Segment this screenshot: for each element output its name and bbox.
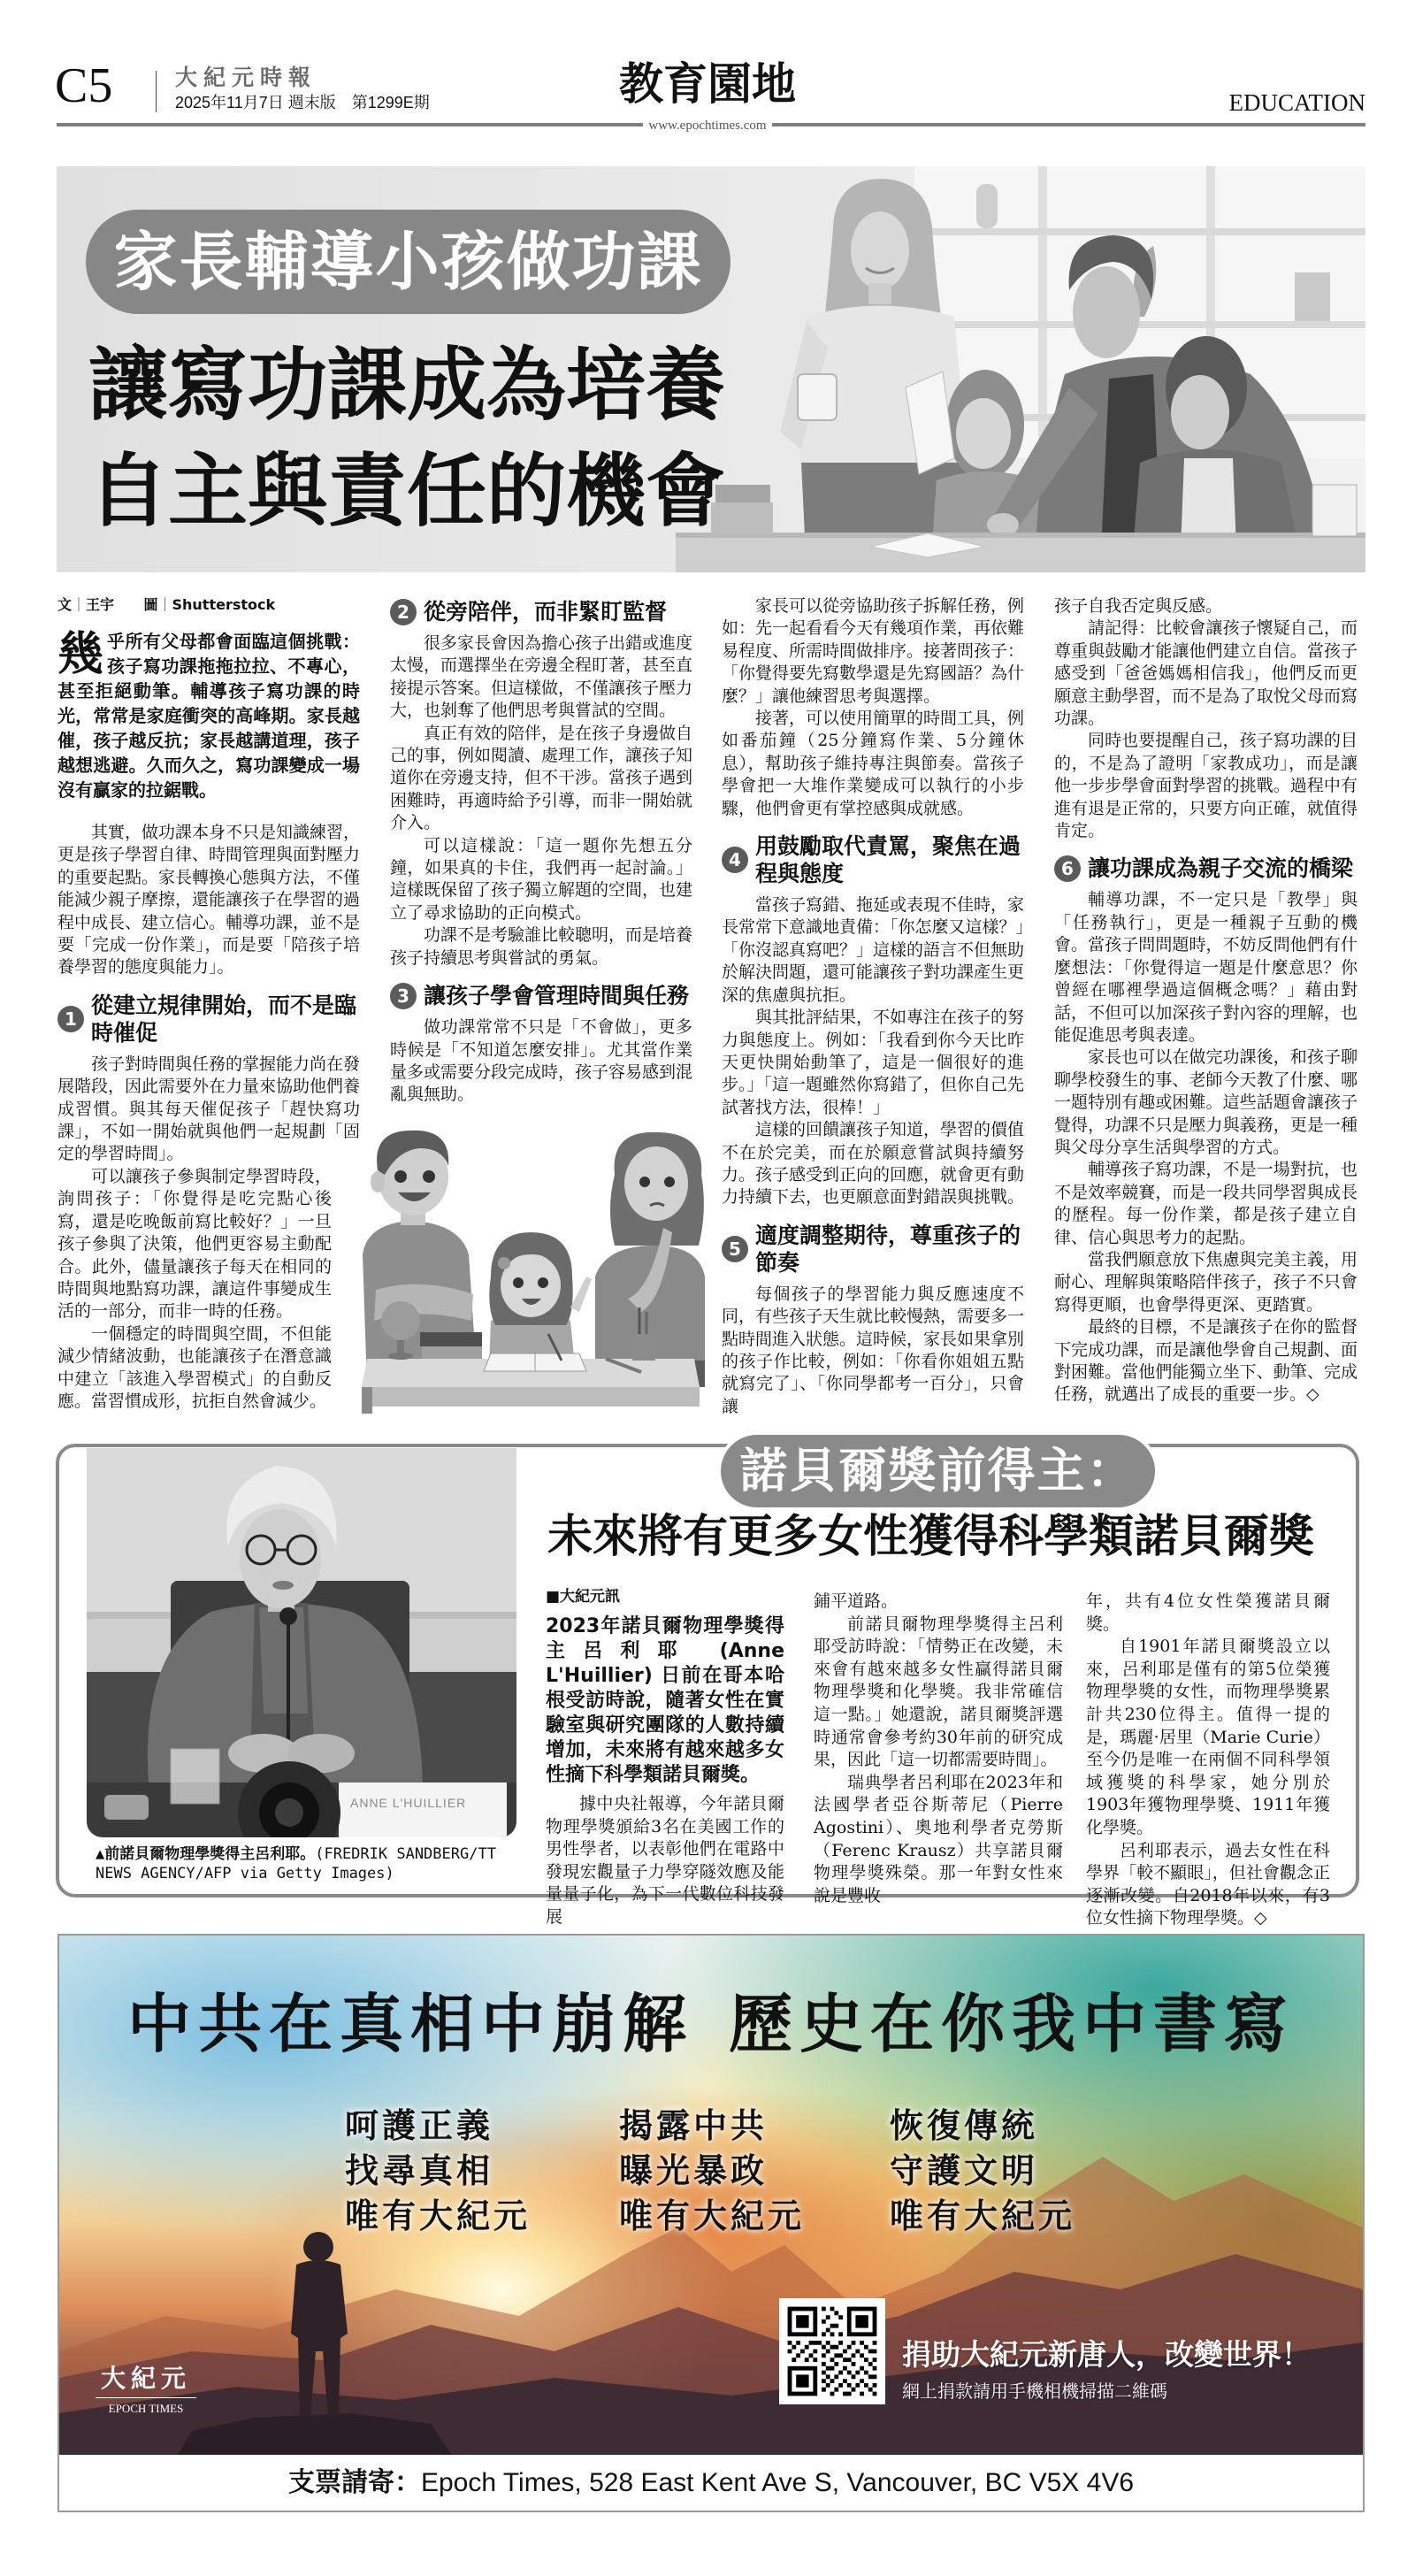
slogan: 唯有大紀元	[345, 2196, 532, 2235]
byline	[57, 595, 360, 615]
article-column-4	[1054, 595, 1358, 1407]
paragraph: 同時也要提醒自己，孩子寫功課的目的，不是為了證明「家教成功」，而是讓他一步步學會面對學習的挑戰。過程中有進有退是正常的，只要方向正確，就值得肯定。	[1054, 731, 1358, 841]
website-url-wrap	[0, 116, 1415, 134]
cheque-address-text: Epoch Times, 528 East Kent Ave S, Vancouver, BC V5X 4V6	[420, 2468, 1135, 2497]
slogan: 守護文明	[890, 2151, 1039, 2190]
paragraph: 呂利耶表示，過去女性在科學界「較不顯眼」，但社會觀念正逐漸改變。自2018年以來，有3位女性摘下物理學獎。◇	[1086, 1840, 1330, 1928]
slogan: 唯有大紀元	[890, 2196, 1076, 2235]
section-title-6: 讓功課成為親子交流的橋梁	[1088, 855, 1354, 882]
number-badge-icon: 4	[722, 847, 748, 873]
paragraph-continued: 年，共有4位女性榮獲諾貝爾獎。	[1086, 1591, 1330, 1634]
paragraph: 很多家長會因為擔心孩子出錯或進度太慢，而選擇坐在旁邊全程盯著，甚至直接提示答案。但這樣做，不僅讓孩子壓力大，也剝奪了他們思考與嘗試的空間。	[390, 633, 693, 721]
paragraph: 據中央社報導，今年諾貝爾物理學獎頒給3名在美國工作的男性學者，以表彰他們在電路中發現宏觀量子力學穿隧效應及能量量子化，為下一代數位科技發展	[546, 1794, 784, 1927]
paragraph: 真正有效的陪伴，是在孩子身邊做自己的事，例如閱讀、處理工作，讓孩子知道你在旁邊支持，但不干涉。當孩子遇到困難時，再適時給予引導，而非一開始就介入。	[390, 723, 693, 833]
donate-title: 捐助大紀元新唐人，改變世界！	[902, 2337, 1311, 2372]
nobel-column-2	[814, 1591, 1063, 1907]
website-url: www.epochtimes.com	[643, 119, 771, 133]
photo-caption	[96, 1844, 518, 1883]
paragraph: 與其批評結果，不如專注在孩子的努力與態度上。例如：「我看到你今天比昨天更快開始動筆了，這是一個很好的進步。」「這一題雖然你寫錯了，但你自己先試著找方法，很棒！」	[722, 1008, 1025, 1117]
article-column-1	[57, 595, 360, 1413]
number-badge-icon: 3	[390, 983, 417, 1009]
nobel-laureate-photo	[87, 1448, 516, 1837]
paragraph: 功課不是考驗誰比較聰明，而是培養孩子持續思考與嘗試的勇氣。	[390, 925, 693, 968]
article-column-3	[722, 595, 1024, 1418]
paragraph: 最終的目標，不是讓孩子在你的監督下完成功課，而是讓他學會自己規劃、面對困難。當他們能獨立坐下、動筆、完成任務，就邁出了成長的重要一步。◇	[1054, 1317, 1358, 1405]
slogan-column-1	[345, 2104, 531, 2239]
slogan: 呵護正義	[345, 2106, 494, 2145]
ad-headline-part-2: 歷史在你我中書寫	[729, 1987, 1296, 2061]
cheque-label: 支票請寄：	[287, 2468, 421, 2497]
nobel-kicker: 諾貝爾獎前得主：	[717, 1431, 1159, 1511]
article-lead	[57, 629, 360, 802]
paragraph: 當孩子寫錯、拖延或表現不佳時，家長常常下意識地責備：「你怎麼又這樣？」「你沒認真寫吧？」這樣的語言不但無助於解決問題，還可能讓孩子對功課產生更深的焦慮與抗拒。	[722, 895, 1025, 1005]
paragraph: 輔導孩子寫功課，不是一場對抗，也不是效率競賽，而是一段共同學習與成長的歷程。每一份作業，都是孩子建立自律、信心與思考力的起點。	[1054, 1160, 1358, 1247]
paper-logo: 大紀元時報	[175, 65, 317, 90]
caption-text: ▲前諾貝爾物理學獎得主呂利耶。	[96, 1845, 316, 1863]
paragraph: 前諾貝爾物理學獎得主呂利耶受訪時說：「情勢正在改變，未來會有越來越多女性贏得諾貝爾物理學獎和化學獎。我非常確信這一點。」她還說，諾貝爾獎評選時通常會參考約30年前的研究成果，因此「這一切都需要時間」。	[814, 1614, 1063, 1770]
ad-headline-part-1: 中共在真相中崩解	[126, 1987, 693, 2061]
section-heading-1	[57, 992, 360, 1046]
section-title-3: 讓孩子學會管理時間與任務	[424, 983, 690, 1009]
feature-title-line-2: 自主與責任的機會	[88, 445, 725, 538]
paragraph-continued: 鋪平道路。	[814, 1591, 899, 1611]
slogan: 曝光暴政	[619, 2151, 769, 2190]
nameplate-text: ANNE L'HUILLIER	[350, 1796, 467, 1810]
nobel-headline: 未來將有更多女性獲得科學類諾貝爾獎	[547, 1511, 1315, 1563]
paragraph: 請記得：比較會讓孩子懷疑自己，而尊重與鼓勵才能讓他們建立自信。當孩子感受到「爸爸媽媽相信我」，他們反而更願意主動學習，而不是為了取悅父母而寫功課。	[1054, 618, 1358, 729]
article-column-2	[390, 598, 692, 1107]
feature-kicker: 家長輔導小孩做功課	[86, 210, 730, 314]
byline-separator: ｜	[72, 596, 87, 613]
section-title: 教育園地	[619, 58, 796, 110]
logo-divider	[96, 2397, 196, 2398]
section-heading-3	[390, 982, 692, 1009]
paragraph: 當我們願意放下焦慮與完美主義，用耐心、理解與策略陪伴孩子，孩子不只會寫得更順，也會學得更深、更踏實。	[1054, 1249, 1358, 1315]
photo-credit: (FREDRIK SANDBERG/TT NEWS AGENCY/AFP via Getty Images)	[96, 1845, 496, 1882]
logo-english: EPOCH TIMES	[108, 2402, 184, 2415]
nobel-column-3	[1086, 1591, 1330, 1930]
page-code: C5	[55, 58, 113, 113]
nobel-lead: 2023年諾貝爾物理學獎得主呂利耶 (Anne L'Huillier) 日前在哥本哈根受訪時說，隨著女性在實驗室與研究團隊的人數持續增加，未來將有越來越多女性摘下科學類諾貝爾獎。	[546, 1615, 784, 1786]
slogan: 唯有大紀元	[619, 2196, 806, 2235]
section-heading-5	[722, 1222, 1024, 1276]
number-badge-icon: 2	[390, 599, 417, 625]
paragraph-continued: 孩子自我否定與反感。	[1054, 596, 1223, 616]
paragraph: 孩子對時間與任務的掌握能力尚在發展階段，因此需要外在力量來協助他們養成習慣。與其每天催促孩子「趕快寫功課」，不如一開始就與他們一起規劃「固定的學習時間」。	[57, 1054, 361, 1164]
hero-banner	[57, 166, 1365, 572]
cheque-address	[59, 2455, 1363, 2511]
number-badge-icon: 1	[57, 1006, 84, 1032]
paragraph: 做功課常常不只是「不會做」，更多時候是「不知道怎麼安排」。尤其當作業量多或需要分段完成時，孩子容易感到混亂與無助。	[390, 1017, 693, 1105]
logo-chinese: 大紀元	[100, 2364, 191, 2393]
donation-qr-code-icon	[779, 2298, 885, 2404]
family-homework-illustration	[358, 1122, 708, 1414]
section-heading-2	[390, 598, 692, 625]
slogan: 找尋真相	[345, 2151, 494, 2190]
section-title-en: EDUCATION	[1228, 89, 1365, 116]
paragraph: 輔導功課，不一定只是「教學」與「任務執行」，更是一種親子互動的機會。當孩子問問題時，不妨反問他們有什麼想法：「你覺得這一題是什麼意思？你曾經在哪裡學過這個概念嗎？」藉由對話，不但可以加深孩子對內容的理解，也能促進思考與表達。	[1054, 890, 1358, 1045]
section-title-1: 從建立規律開始，而不是臨時催促	[91, 992, 357, 1046]
section-heading-4	[722, 832, 1024, 887]
number-badge-icon: 6	[1054, 855, 1081, 882]
epoch-times-donation-ad	[57, 1934, 1365, 2512]
donate-instructions: 網上捐款請用手機相機掃描二維碼	[902, 2380, 1167, 2402]
slogan: 揭露中共	[619, 2106, 769, 2145]
byline-author-label: 文	[57, 596, 73, 613]
paragraph: 這樣的回饋讓孩子知道，學習的價值不在於完美，而在於願意嘗試與持續努力。孩子感受到正向的回應，就會更有動力持續下去，也更願意面對錯誤與挑戰。	[722, 1120, 1025, 1208]
slogan-column-3	[890, 2104, 1075, 2239]
ad-sunset-background	[59, 1936, 1363, 2455]
paragraph: 家長也可以在做完功課後，和孩子聊聊學校發生的事、老師今天教了什麼、哪一題特別有趣或困難。這些話題會讓孩子覺得，功課不只是壓力與義務，更是一種與父母分享生活與學習的方式。	[1054, 1047, 1358, 1157]
paragraph: 每個孩子的學習能力與反應速度不同，有些孩子天生就比較慢熱，需要多一點時間進入狀態。這時候，家長如果拿別的孩子作比較，例如：「你看你姐姐五點就寫完了」、「你同學都考一百分」，只會讓	[722, 1284, 1025, 1416]
byline-separator: ｜	[157, 596, 172, 613]
paragraph: 瑞典學者呂利耶在2023年和法國學者亞谷斯蒂尼（Pierre Agostini）、奧地利學者克勞斯（Ferenc Krausz）共享諾貝爾物理學獎殊榮。那一年對女性來說是豐收	[814, 1772, 1063, 1905]
ad-headline	[59, 1987, 1363, 2061]
issue-date: 2025年11月7日 週末版 第1299E期	[175, 94, 430, 111]
feature-title-line-1: 讓寫功課成為培養	[88, 339, 725, 432]
drop-cap: 幾	[57, 628, 104, 681]
section-title-2: 從旁陪伴，而非緊盯監督	[424, 599, 668, 625]
epoch-times-logo	[96, 2364, 196, 2417]
slogan-column-2	[619, 2104, 805, 2239]
paragraph: 可以讓孩子參與制定學習時段，詢問孩子：「你覺得是吃完點心後寫，還是吃晚飯前寫比較好？」一旦孩子參與了決策，他們更容易主動配合。此外，儘量讓孩子每天在相同的時間與地點寫功課，讓這件事變成生活的一部分，而非一時的任務。	[57, 1166, 332, 1322]
paragraph: 一個穩定的時間與空間，不但能減少情緒波動，也能讓孩子在潛意識中建立「該進入學習模式」的自動反應。當習慣成形，抗拒自然會減少。	[57, 1323, 332, 1411]
section-heading-6	[1054, 855, 1358, 882]
section-title-5: 適度調整期待，尊重孩子的節奏	[755, 1222, 1021, 1276]
nobel-column-1	[546, 1586, 784, 1929]
feature-title	[88, 333, 725, 545]
byline-photo-credit: Shutterstock	[172, 596, 276, 613]
byline-photo-label: 圖	[143, 596, 158, 613]
lead-text: 乎所有父母都會面臨這個挑戰：孩子寫功課拖拖拉拉、不專心，甚至拒絕動筆。輔導孩子寫功課的時光，常常是家庭衝突的高峰期。家長越催，孩子越反抗；家長越講道理，孩子越想逃避。久而久之，寫功課變成一場沒有贏家的拉鋸戰。	[57, 631, 360, 801]
section-title-4: 用鼓勵取代責罵，聚焦在過程與態度	[755, 833, 1021, 887]
laureate-portrait-image	[87, 1448, 516, 1837]
byline-author: 王宇	[86, 596, 115, 613]
news-source: ■大紀元訊	[546, 1588, 621, 1606]
paragraph: 接著，可以使用簡單的時間工具，例如番茄鐘（25分鐘寫作業、5分鐘休息），幫助孩子維持專注與節奏。當孩子學會把一大堆作業變成可以執行的小步驟，他們會更有掌控感與成就感。	[722, 709, 1025, 818]
paragraph: 可以這樣說：「這一題你先想五分鐘，如果真的卡住，我們再一起討論。」這樣既保留了孩子獨立解題的空間，也建立了尋求協助的正向模式。	[390, 835, 693, 923]
paragraph: 家長可以從旁協助孩子拆解任務，例如：先一起看看今天有幾項作業，再依難易程度、所需時間做排序。接著問孩子：「你覺得要先寫數學還是先寫國語？為什麼？」讓他練習思考與選擇。	[722, 596, 1025, 706]
number-badge-icon: 5	[722, 1236, 748, 1262]
paragraph: 自1901年諾貝爾獎設立以來，呂利耶是僅有的第5位榮獲物理學獎的女性，而物理學獎累計共230位得主。值得一提的是，瑪麗·居里（Marie Curie）至今仍是唯一在兩個不同科學領域獲獎的科學家，她分別於1903年獲物理學獎、1911年獲化學獎。	[1086, 1637, 1330, 1837]
slogan: 恢復傳統	[890, 2106, 1039, 2145]
article-intro: 其實，做功課本身不只是知識練習，更是孩子學習自律、時間管理與面對壓力的重要起點。家長轉換心態與方法，不僅能減少親子摩擦，還能讓孩子在學習的過程中成長、建立信心。輔導功課，並不是要「完成一份作業」，而是要「陪孩子培養學習的態度與能力」。	[57, 823, 361, 978]
